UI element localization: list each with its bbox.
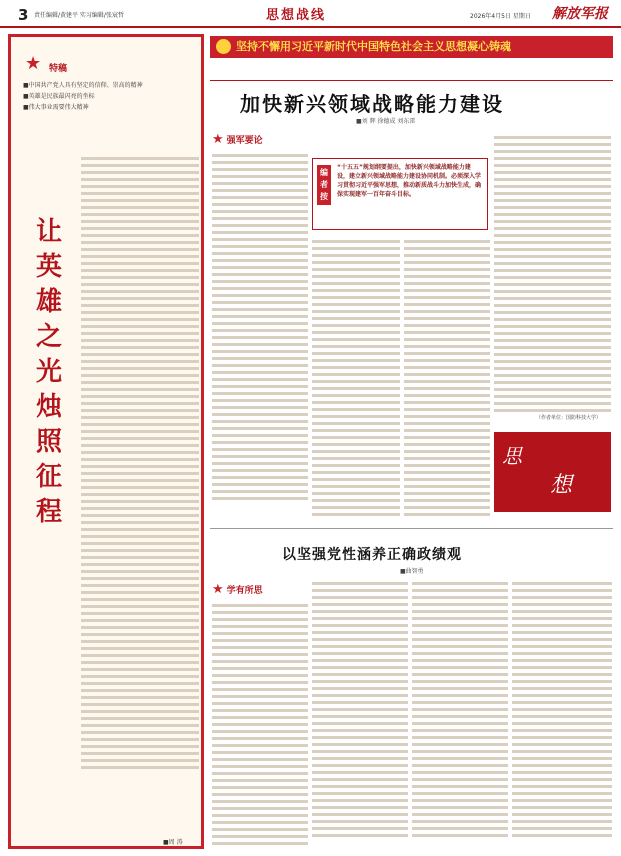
article2-title: 以坚强党性涵养正确政绩观: [282, 547, 462, 563]
banner-text: 坚持不懈用习近平新时代中国特色社会主义思想凝心铸魂: [236, 40, 511, 53]
feature-column: [8, 34, 204, 849]
party-emblem-icon: [216, 39, 231, 54]
article1-column-tag: ★ 强军要论: [212, 132, 263, 147]
editor-note-text: “十五五”规划纲要提出，加快新兴领域战略能力建设，建立新兴领域战略能力建设协同机制。必须深入学习贯彻习近平强军思想，推动新质战斗力加快生成，确保实现建军一百年奋斗目标。: [337, 164, 482, 198]
article1-author-note: （作者单位：国防科技大学）: [536, 415, 602, 421]
masthead-logo: 解放军报: [552, 6, 608, 22]
feature-author: ■周 涛: [163, 839, 183, 846]
article1-title: 加快新兴领域战略能力建设: [240, 92, 504, 116]
theme-banner: [210, 36, 613, 58]
article2-column-3: [412, 578, 508, 848]
page-number: 3: [18, 6, 29, 24]
star-icon: ★: [212, 582, 224, 597]
article2-byline: ■曲智勇: [400, 568, 424, 575]
article1-byline: ■刘 辉 徐德成 刘东雷: [356, 118, 416, 125]
issue-date: 2026年4月5日 星期日: [470, 13, 531, 20]
feature-label: 特稿: [49, 64, 68, 74]
article1-column-1: [212, 150, 308, 520]
article2-column-tag: ★ 学有所思: [212, 582, 263, 597]
calligraphy-image: 思 想: [494, 432, 611, 512]
section-title: 思想战线: [266, 8, 327, 23]
summary-item: ■伟大事业需要伟大精神: [23, 104, 89, 111]
star-icon: ★: [212, 132, 224, 147]
divider: [210, 528, 613, 529]
article2-column-2: [312, 578, 408, 848]
page-header: [0, 0, 621, 28]
editor-credits: 责任编辑/黄建平 实习编辑/张宸哲: [34, 12, 124, 19]
article2-column-4: [512, 578, 612, 848]
editor-note-box: [312, 158, 488, 230]
feature-summary: [23, 81, 195, 114]
feature-title: 让英雄之光烛照征程: [35, 217, 62, 527]
star-icon: ★: [25, 53, 42, 74]
summary-item: ■中国共产党人具有坚定的信仰、崇高的精神: [23, 82, 143, 89]
feature-body-text: [81, 153, 199, 843]
summary-item: ■英雄是民族最闪亮的坐标: [23, 93, 95, 100]
divider: [210, 80, 613, 81]
article2-column-1: [212, 600, 308, 848]
article1-column-4: [494, 132, 611, 412]
article1-column-2: [312, 236, 400, 520]
editor-note-tag: 编者按: [317, 165, 331, 205]
article1-column-3: [404, 236, 490, 520]
